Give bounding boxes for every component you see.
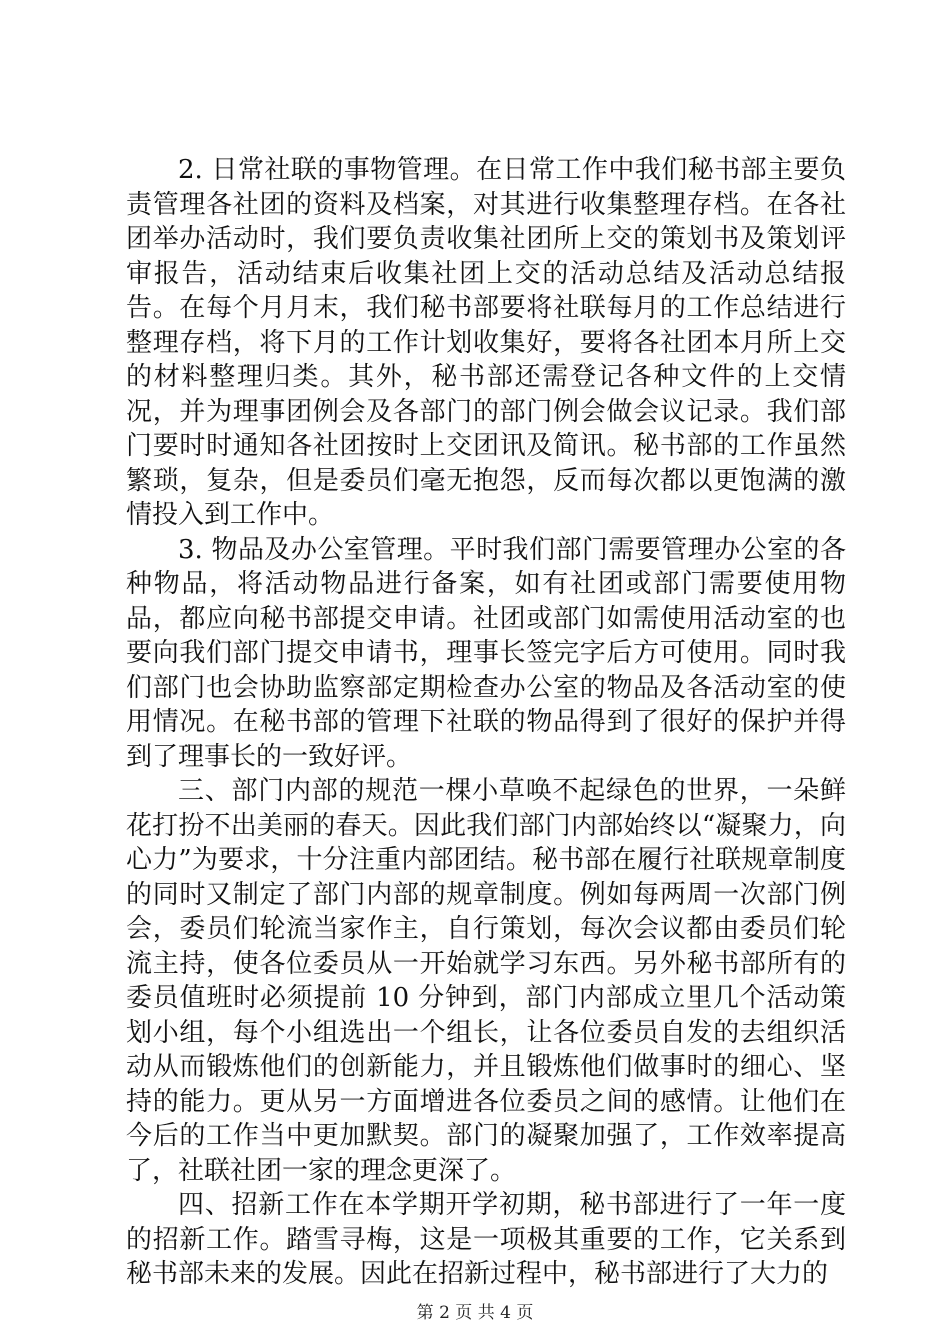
paragraph-office-management: 3. 物品及办公室管理。平时我们部门需要管理办公室的各种物品，将活动物品进行备案，如有社团或部门需要使用物品，都应向秘书部提交申请。社团或部门如需使用活动室的也要向我们部门提交申请书，理事长签完字后方可使用。同时我们部门也会协助监察部定期检查办公室的物品及各活动室的使用情况。在秘书部的管理下社联的物品得到了很好的保护并得到了理事长的一致好评。 xyxy=(126,534,846,772)
page-footer: 第 2 页 共 4 页 xyxy=(416,1303,534,1323)
document-body xyxy=(126,153,846,1292)
paragraph-internal-rules: 三、部门内部的规范一棵小草唤不起绿色的世界，一朵鲜花打扮不出美丽的春天。因此我们部门内部始终以“凝聚力，向心力”为要求，十分注重内部团结。秘书部在履行社联规章制度的同时又制定了部门内部的规章制度。例如每两周一次部门例会，委员们轮流当家作主，自行策划，每次会议都由委员们轮流主持，使各位委员从一开始就学习东西。另外秘书部所有的委员值班时必须提前 10 分钟到，部门内部成立里几个活动策划小组，每个小组选出一个组长，让各位委员自发的去组织活动从而锻炼他们的创新能力，并且锻炼他们做事时的细心、坚持的能力。更从另一方面增进各位委员之间的感情。让他们在今后的工作当中更加默契。部门的凝聚加强了，工作效率提高了，社联社团一家的理念更深了。 xyxy=(126,776,846,1186)
paragraph-recruitment: 四、招新工作在本学期开学初期，秘书部进行了一年一度的招新工作。踏雪寻梅，这是一项极其重要的工作，它关系到秘书部未来的发展。因此在招新过程中，秘书部进行了大力的 xyxy=(126,1190,846,1289)
paragraph-daily-affairs: 2. 日常社联的事物管理。在日常工作中我们秘书部主要负责管理各社团的资料及档案，对其进行收集整理存档。在各社团举办活动时，我们要负责收集社团所上交的策划书及策划评审报告，活动结束后收集社团上交的活动总结及活动总结报告。在每个月月末，我们秘书部要将社联每月的工作总结进行整理存档，将下月的工作计划收集好，要将各社团本月所上交的材料整理归类。其外，秘书部还需登记各种文件的上交情况，并为理事团例会及各部门的部门例会做会议记录。我们部门要时时通知各社团按时上交团讯及简讯。秘书部的工作虽然繁琐，复杂，但是委员们毫无抱怨，反而每次都以更饱满的激情投入到工作中。 xyxy=(126,155,846,530)
